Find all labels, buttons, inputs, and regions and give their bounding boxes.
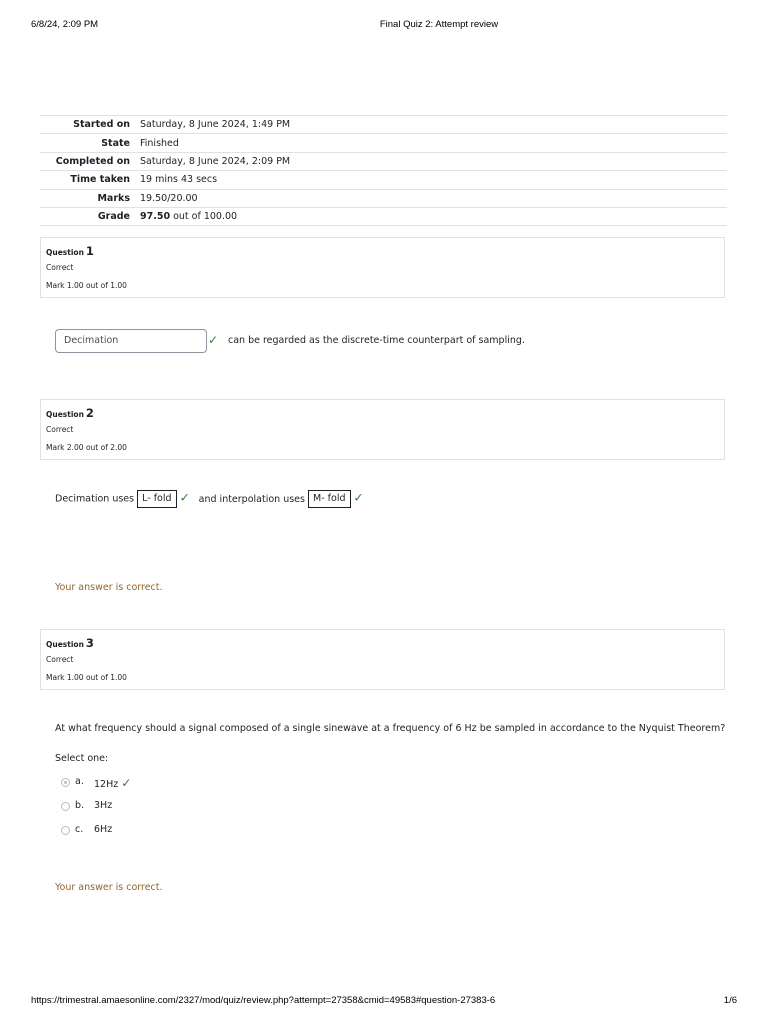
q3-question-text: At what frequency should a signal composed of a single sinewave at a frequency of 6 Hz be sampled in accordance to the Nyquist Theorem? — [55, 723, 726, 734]
question-mark: Mark 1.00 out of 1.00 — [46, 281, 127, 290]
option-label[interactable]: 12Hz ✓ — [94, 776, 132, 790]
summary-row — [40, 207, 727, 225]
summary-label: Marks — [40, 189, 140, 207]
summary-row — [40, 152, 727, 170]
summary-label: Time taken — [40, 171, 140, 189]
option-label[interactable]: 3Hz — [94, 800, 113, 811]
summary-label: Completed on — [40, 152, 140, 170]
summary-value: Finished — [140, 134, 727, 152]
summary-value: Saturday, 8 June 2024, 2:09 PM — [140, 152, 727, 170]
summary-value: 19 mins 43 secs — [140, 171, 727, 189]
grade-value: 97.50 — [140, 211, 171, 223]
summary-label: State — [40, 134, 140, 152]
q3-option-c-radio[interactable] — [61, 826, 70, 835]
print-footer — [0, 995, 768, 1009]
correct-check-icon: ✓ — [353, 490, 364, 505]
question-1-info — [40, 237, 725, 298]
summary-label: Grade — [40, 207, 140, 225]
q2-text-middle: and interpolation uses — [198, 493, 305, 505]
summary-value: 19.50/20.00 — [140, 189, 727, 207]
question-number: Question 1 — [46, 244, 94, 258]
q2-answer-1-box[interactable]: L- fold — [137, 490, 176, 508]
q2-answer-2-box[interactable]: M- fold — [308, 490, 350, 508]
summary-row — [40, 189, 727, 207]
option-letter: a. — [75, 776, 84, 787]
option-label[interactable]: 6Hz — [94, 824, 113, 835]
attempt-summary-table — [40, 115, 727, 226]
q3-option-b-radio[interactable] — [61, 802, 70, 811]
question-number: Question 2 — [46, 406, 94, 420]
grade-out-of: out of 100.00 — [170, 211, 238, 223]
q3-select-prompt: Select one: — [55, 753, 109, 764]
question-3-info — [40, 629, 725, 690]
question-state: Correct — [46, 425, 74, 434]
option-letter: b. — [75, 800, 85, 811]
print-url: https://trimestral.amaesonline.com/2327/mod/quiz/review.php?attempt=27358&cmid=49583#question-27383-6 — [31, 995, 496, 1006]
correct-check-icon: ✓ — [121, 776, 132, 790]
print-header — [0, 19, 768, 33]
q1-question-text: can be regarded as the discrete-time counterpart of sampling. — [228, 335, 525, 346]
question-state: Correct — [46, 655, 74, 664]
summary-value — [140, 207, 727, 225]
question-number: Question 3 — [46, 636, 94, 650]
q2-feedback: Your answer is correct. — [55, 582, 163, 593]
print-page-number: 1/6 — [723, 995, 737, 1006]
summary-row — [40, 116, 727, 134]
q3-option-a-radio[interactable] — [61, 778, 70, 787]
print-title: Final Quiz 2: Attempt review — [379, 19, 499, 30]
summary-label: Started on — [40, 116, 140, 134]
q3-feedback: Your answer is correct. — [55, 882, 163, 893]
print-datetime: 6/8/24, 2:09 PM — [31, 19, 99, 30]
q2-text-before: Decimation uses — [55, 493, 135, 505]
q2-question-line — [55, 490, 364, 508]
summary-value: Saturday, 8 June 2024, 1:49 PM — [140, 116, 727, 134]
q1-answer-field[interactable]: Decimation — [55, 329, 207, 353]
question-2-info — [40, 399, 725, 460]
summary-row — [40, 171, 727, 189]
correct-check-icon: ✓ — [179, 490, 190, 505]
question-mark: Mark 2.00 out of 2.00 — [46, 443, 127, 452]
question-state: Correct — [46, 263, 74, 272]
correct-check-icon: ✓ — [208, 333, 219, 347]
question-mark: Mark 1.00 out of 1.00 — [46, 673, 127, 682]
option-letter: c. — [75, 824, 84, 835]
summary-row — [40, 134, 727, 152]
